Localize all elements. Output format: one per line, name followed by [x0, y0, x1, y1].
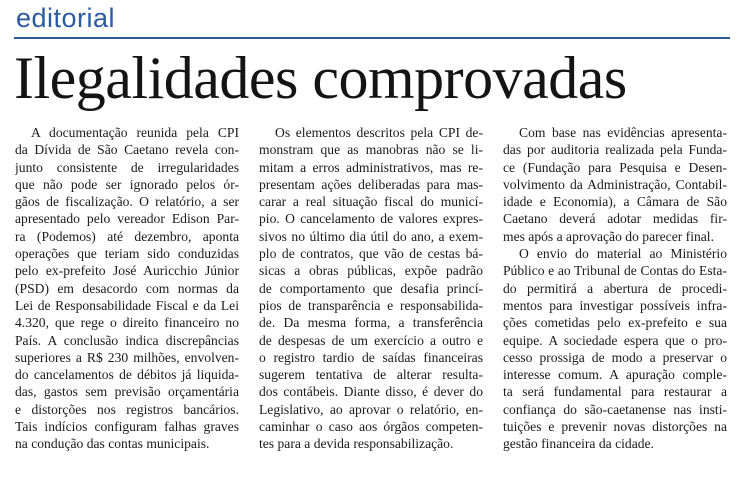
- body-text-line: dos contábeis. Diante disso, é dever do: [259, 384, 483, 400]
- body-text-line: 4.320, que rege o direito financeiro no: [15, 315, 239, 331]
- body-text-line: Com base nas evidências apresenta-: [519, 125, 727, 140]
- body-text-line: Tais indícios configuram falhas graves: [15, 419, 239, 435]
- body-text-line: presentam ações deliberadas para mas-: [259, 176, 483, 192]
- body-text-line: equipe. A sociedade espera que o pro-: [503, 332, 727, 348]
- body-text-line: da Dívida de São Caetano revela con-: [15, 142, 239, 158]
- body-text-line: e distorções nos registros bancários.: [15, 401, 239, 417]
- body-text-line: pio. O cancelamento de valores expres-: [259, 211, 483, 227]
- body-text-line: mes após a aprovação do parecer final.: [503, 228, 714, 244]
- body-text-line: de despesas de um exercício a outro e: [259, 332, 483, 348]
- body-text-line: plo de contratos, que vão de cestas bá-: [259, 246, 483, 262]
- article-body: [15, 124, 727, 464]
- body-text-line: Público e ao Tribunal de Contas do Esta-: [503, 263, 727, 279]
- body-text-line: Legislativo, ao aprovar o relatório, en-: [259, 401, 483, 417]
- body-text-line: caminhar o caso aos órgãos competen-: [259, 419, 483, 435]
- section-label: editorial: [16, 3, 116, 33]
- body-text-line: pios de transparência e responsabilida-: [259, 297, 483, 313]
- body-text-line: gestão financeira da cidade.: [503, 436, 654, 452]
- body-text-line: superiores a R$ 230 milhões, envolven-: [15, 349, 239, 365]
- section-divider: [14, 37, 730, 39]
- body-text-line: de. Da mesma forma, a transferência: [259, 315, 483, 331]
- body-text-line: cesso prossiga de modo a preservar o: [503, 349, 727, 365]
- body-text-line: do permitirá a abertura de procedi-: [503, 280, 727, 296]
- article-column-2: [259, 124, 483, 464]
- body-text-line: ra (Podemos) até dezembro, aponta: [15, 228, 239, 244]
- body-text-line: Lei de Responsabilidade Fiscal e da Lei: [15, 297, 239, 313]
- body-text-line: ta será fundamental para restaurar a: [503, 384, 727, 400]
- body-text-line: operações que teriam sido conduzidas: [15, 246, 239, 262]
- body-text-line: na condução das contas municipais.: [15, 436, 210, 452]
- body-text-line: mentos para investigar possíveis infra-: [503, 297, 727, 313]
- headline: Ilegalidades comprovadas: [14, 45, 627, 111]
- body-text-line: das, gastos sem previsão orçamentária: [15, 384, 239, 400]
- body-text-line: sivos no último dia útil do ano, a exem-: [259, 228, 483, 244]
- body-text-line: tuições e prevenir novas distorções na: [503, 419, 727, 435]
- body-text-line: tes para a devida responsabilização.: [259, 436, 454, 452]
- body-text-line: (PSD) em desacordo com normas da: [15, 280, 239, 296]
- body-text-line: A documentação reunida pela CPI: [31, 125, 239, 140]
- body-text-line: o registro tardio de saídas financeiras: [259, 349, 483, 365]
- body-text-line: apresentado pelo vereador Edison Par-: [15, 211, 239, 227]
- body-text-line: das por auditoria realizada pela Funda-: [503, 142, 727, 158]
- body-text-line: sugerem tentativa de alterar resulta-: [259, 367, 483, 383]
- body-text-line: monstram que as manobras não se li-: [259, 142, 483, 158]
- body-text-line: Os elementos descritos pela CPI de-: [275, 125, 483, 140]
- body-text-line: País. A conclusão indica discrepâncias: [15, 332, 239, 348]
- body-text-line: O envio do material ao Ministério: [519, 246, 727, 262]
- body-text-line: pelo ex-prefeito José Auricchio Júnior: [15, 263, 239, 279]
- body-text-line: carar a real situação fiscal do municí-: [259, 194, 483, 210]
- body-text-line: gãos de fiscalização. O relatório, a ser: [15, 194, 239, 210]
- body-text-line: mitam a erros administrativos, mas re-: [259, 159, 483, 175]
- body-text-line: confiança do são-caetanense nas insti-: [503, 401, 727, 417]
- article-column-1: [15, 124, 239, 464]
- body-text-line: ce (Fundação para Pesquisa e Desen-: [503, 159, 727, 175]
- body-text-line: ções cometidas pelo ex-prefeito e sua: [503, 315, 727, 331]
- body-text-line: sicas a obras públicas, expõe padrão: [259, 263, 483, 279]
- body-text-line: Caetano deverá adotar medidas fir-: [503, 211, 727, 227]
- body-text-line: idade e Economia), a Câmara de São: [503, 194, 727, 210]
- body-text-line: que não pode ser ignorado pelos ór-: [15, 176, 239, 192]
- body-text-line: interesse comum. A apuração comple-: [503, 367, 727, 383]
- body-text-line: do cancelamentos de débitos já liquida-: [15, 367, 239, 383]
- article-column-3: [503, 124, 727, 464]
- body-text-line: junto consistente de irregularidades: [15, 159, 239, 175]
- body-text-line: de comportamento que desafia princí-: [259, 280, 483, 296]
- body-text-line: volvimento da Administração, Contabil-: [503, 176, 727, 192]
